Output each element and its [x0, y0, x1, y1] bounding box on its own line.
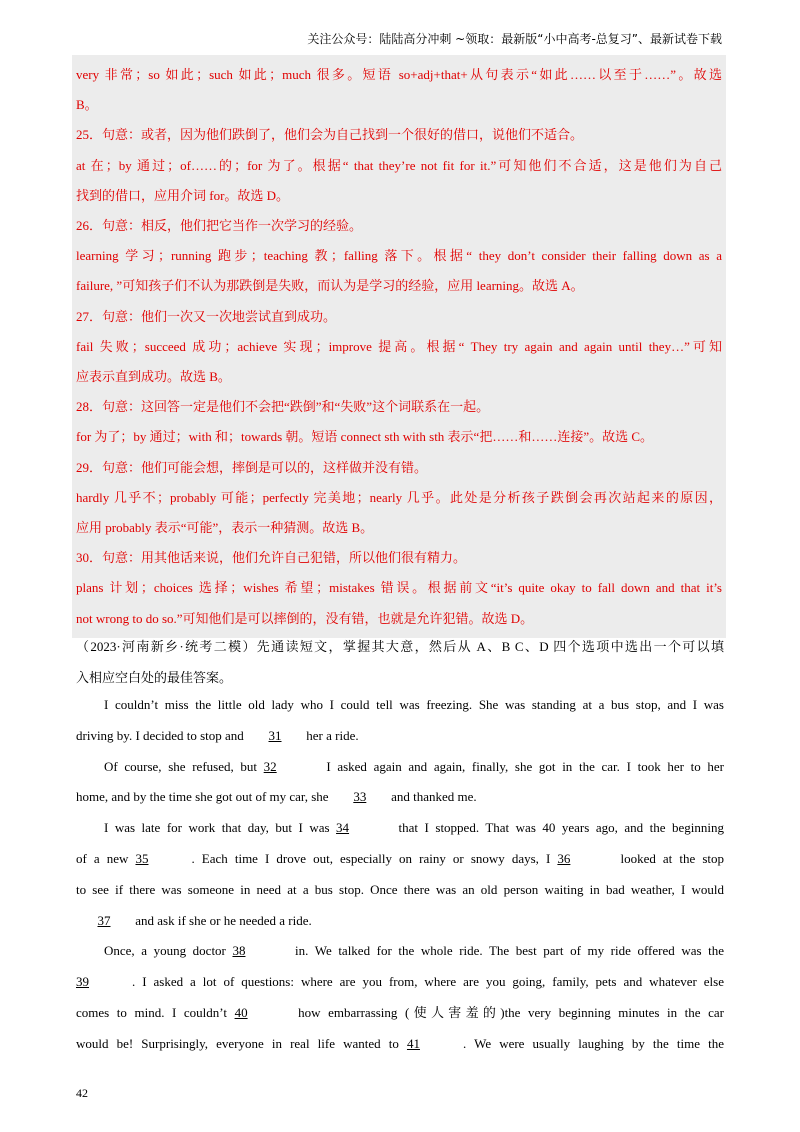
blank-35: 35 — [135, 850, 149, 866]
blank-38: 38 — [232, 943, 246, 959]
blank-32: 32 — [263, 758, 277, 774]
passage-line: to see if there was someone in need at a bus stop. Once there was an old person waiting in bad weather, I would — [76, 881, 724, 897]
passage-line: 39 . I asked a lot of questions: where are you from, where are you going, family, pets and whatever else — [76, 967, 724, 998]
passage-line: I couldn’t miss the little old lady who I could tell was freezing. She was standing at a bus stop, and I was — [104, 697, 724, 712]
answer-line: fail 失败；succeed 成功；achieve 实现；improve 提高。根据“ They try again and again until they…”可知 — [76, 338, 722, 354]
passage-line: home, and by the time she got out of my car, she 33 and thanked me. — [76, 782, 724, 813]
intro-line: 入相应空白处的最佳答案。 — [76, 669, 233, 685]
passage-line: I was late for work that day, but I was 34 that I stopped. That was 40 years ago, and the beginning — [76, 813, 724, 844]
answer-line: hardly 几乎不；probably 可能；perfectly 完美地；nearly 几乎。此处是分析孩子跌倒会再次站起来的原因， — [76, 489, 722, 505]
blank-37: 37 — [97, 912, 111, 928]
page-header: 关注公众号：陆陆高分冲刺 ~领取：最新版“小中高考-总复习”、最新试卷下载 — [307, 32, 722, 46]
blank-33: 33 — [353, 789, 367, 805]
page-number: 42 — [76, 1086, 88, 1100]
answer-line: 应表示直到成功。故选 B。 — [76, 369, 231, 385]
question-intro — [76, 632, 724, 693]
passage-line: comes to mind. I couldn’t 40 how embarrassing (使人害羞的)the very beginning minutes in the car — [76, 998, 724, 1029]
answer-line: 27．句意：他们一次又一次地尝试直到成功。 — [76, 308, 337, 324]
blank-40: 40 — [234, 1004, 248, 1020]
passage-line: Of course, she refused, but 32 I asked again and again, finally, she got in the car. I took her to her — [76, 752, 724, 783]
blank-34: 34 — [336, 820, 350, 836]
passage-line: of a new 35 . Each time I drove out, especially on rainy or snowy days, I 36 looked at the stop — [76, 844, 724, 875]
answer-line: for 为了；by 通过；with 和；towards 朝。短语 connect sth with sth 表示“把……和……连接”。故选 C。 — [76, 429, 654, 445]
answer-line: 28．句意：这回答一定是他们不会把“跌倒”和“失败”这个词联系在一起。 — [76, 399, 490, 415]
blank-31: 31 — [268, 727, 282, 743]
blank-39: 39 — [76, 974, 89, 990]
answer-line: 找到的借口，应用介词 for。故选 D。 — [76, 187, 290, 203]
answer-line: not wrong to do so.”可知他们是可以摔倒的，没有错，也就是允许犯错。故选 D。 — [76, 610, 534, 626]
answer-line: B。 — [76, 97, 98, 113]
answer-explanations — [72, 55, 726, 638]
answer-line: at 在；by 通过；of……的；for 为了。根据“ that they’re not fit for it.”可知他们不合适，这是他们为自己 — [76, 157, 722, 173]
passage-line: would be! Surprisingly, everyone in real life wanted to 41 . We were usually laughing by the time the — [76, 1029, 724, 1060]
blank-36: 36 — [557, 850, 571, 866]
cloze-passage — [76, 690, 724, 1060]
passage-line: 37 and ask if she or he needed a ride. — [76, 906, 724, 937]
answer-line: very 非常；so 如此；such 如此；much 很多。短语 so+adj+that+从句表示“如此……以至于……”。故选 — [76, 67, 722, 82]
answer-line: 30．句意：用其他话来说，他们允许自己犯错，所以他们很有精力。 — [76, 550, 467, 566]
answer-line: learning 学习；running 跑步；teaching 教；falling 落下。根据“ they don’t consider their falling down as a — [76, 248, 722, 264]
intro-line: （2023·河南新乡·统考二模）先通读短文，掌握其大意，然后从 A、B C、D 四个选项中选出一个可以填 — [76, 639, 724, 654]
answer-line: 29．句意：他们可能会想，摔倒是可以的，这样做并没有错。 — [76, 459, 428, 475]
passage-line: driving by. I decided to stop and 31 her a ride. — [76, 721, 724, 752]
blank-41: 41 — [406, 1035, 420, 1051]
answer-line: failure, ”可知孩子们不认为那跌倒是失败，而认为是学习的经验，应用 learning。故选 A。 — [76, 278, 584, 294]
passage-line: Once, a young doctor 38 in. We talked for the whole ride. The best part of my ride offered was the — [76, 936, 724, 967]
answer-line: 应用 probably 表示“可能”，表示一种猜测。故选 B。 — [76, 520, 374, 536]
answer-line: 25．句意：或者，因为他们跌倒了，他们会为自己找到一个很好的借口，说他们不适合。 — [76, 127, 584, 143]
answer-line: plans 计划；choices 选择；wishes 希望；mistakes 错误。根据前文“it’s quite okay to fall down and that it’s — [76, 580, 722, 596]
answer-line: 26．句意：相反，他们把它当作一次学习的经验。 — [76, 218, 363, 234]
